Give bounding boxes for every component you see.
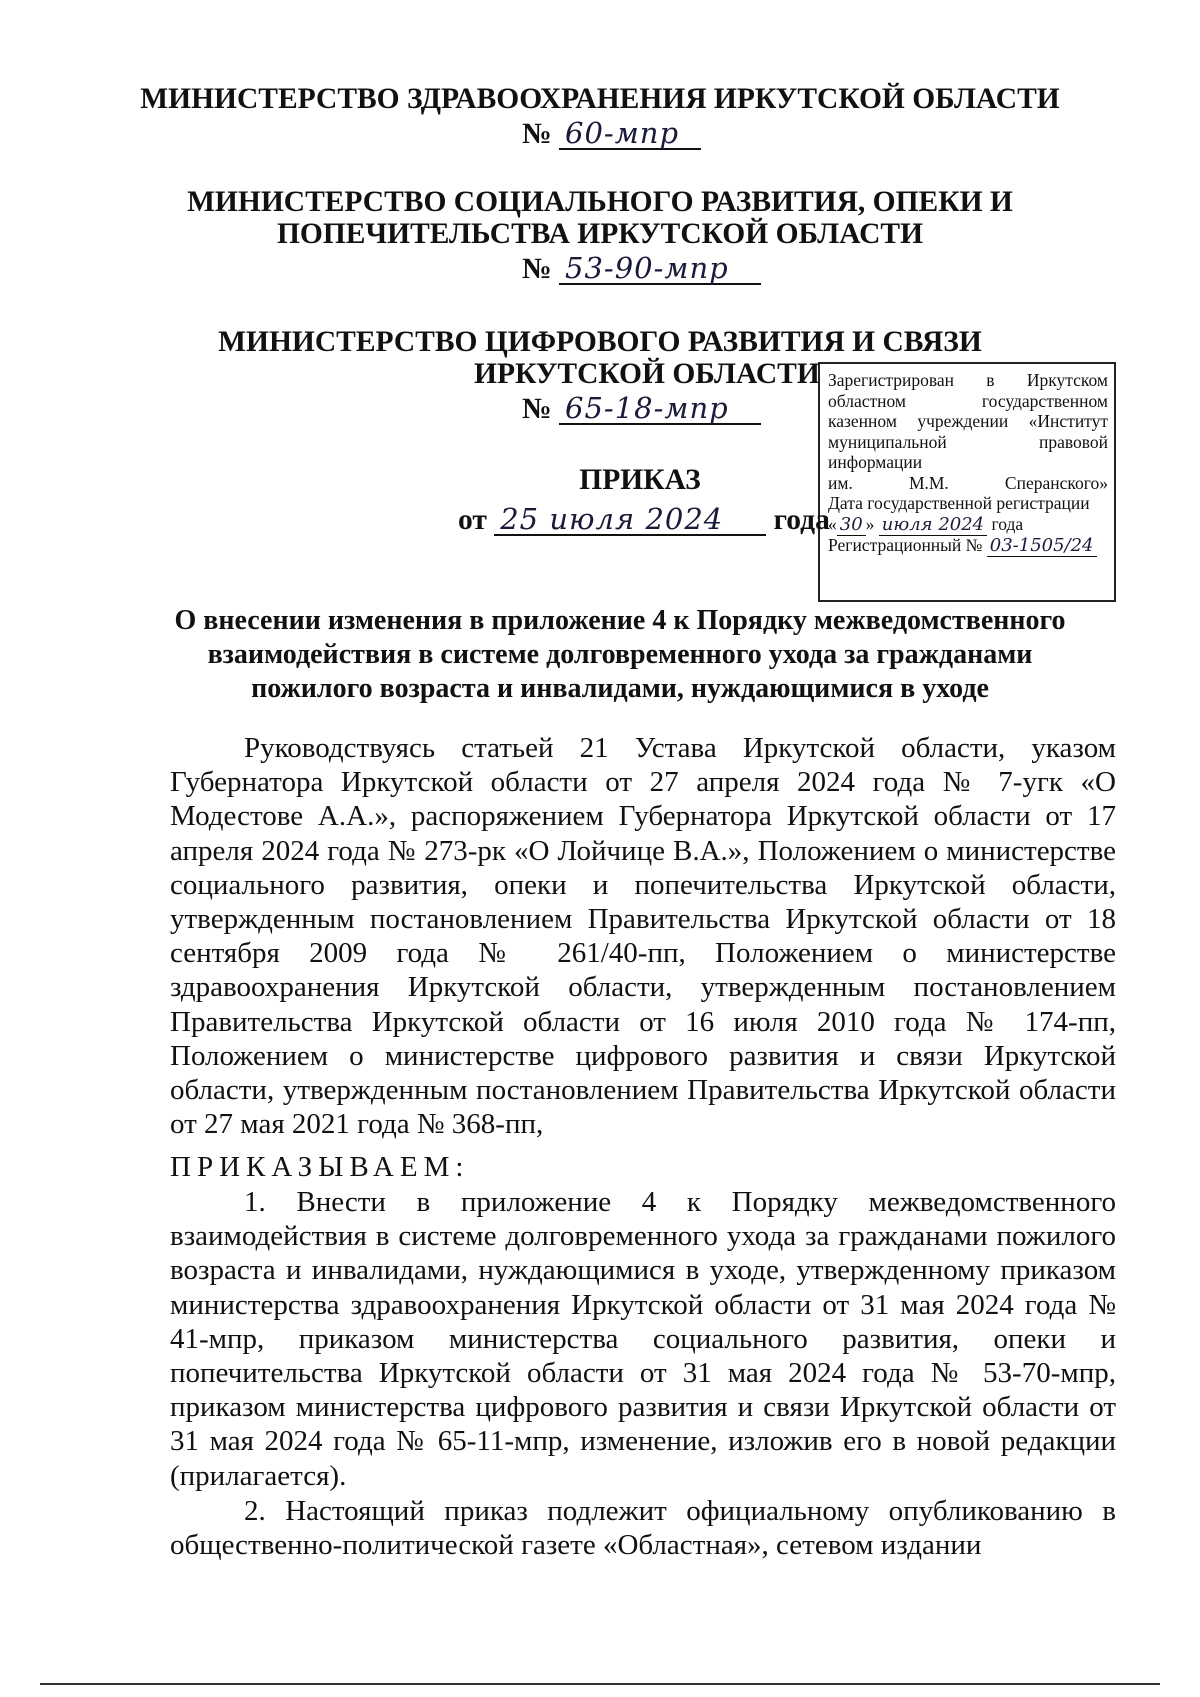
item-2-paragraph: 2. Настоящий приказ подлежит официальному опубликованию в общественно-политической газете «Областная», сетевом издании	[170, 1495, 1116, 1562]
ministry-health-title: МИНИСТЕРСТВО ЗДРАВООХРАНЕНИЯ ИРКУТСКОЙ ОБЛАСТИ	[140, 83, 1060, 115]
number-label: №	[522, 118, 552, 150]
page-bottom-rule	[40, 1683, 1160, 1685]
subject-line: О внесении изменения в приложение 4 к Порядку межведомственного	[174, 605, 1066, 636]
order-date	[458, 503, 830, 537]
order-word: ПРИКАЗЫВАЕМ:	[170, 1151, 470, 1183]
stamp-reg-label: Регистрационный №	[828, 535, 983, 555]
handwritten-date: 25 июля 2024	[494, 504, 766, 536]
date-suffix: года	[773, 504, 830, 536]
stamp-line: Зарегистрирован в Иркутском	[828, 370, 1108, 390]
handwritten-number: 60-мпр	[559, 118, 701, 150]
stamp-date-line	[828, 514, 1108, 536]
stamp-date-day: 30	[837, 514, 866, 536]
quote-close: »	[865, 513, 875, 534]
number-label: №	[522, 393, 552, 425]
ministry-digital-title-line2: ИРКУТСКОЙ ОБЛАСТИ	[474, 358, 820, 390]
subject-line: взаимодействия в системе долговременного ухода за гражданами	[207, 639, 1033, 670]
registration-stamp	[818, 362, 1116, 602]
handwritten-number: 65-18-мпр	[559, 393, 761, 425]
subject-line: пожилого возраста и инвалидами, нуждающимися в уходе	[251, 673, 989, 704]
ministry-social-title-line2: ПОПЕЧИТЕЛЬСТВА ИРКУТСКОЙ ОБЛАСТИ	[276, 218, 924, 250]
stamp-reg-number-line	[828, 535, 1108, 557]
stamp-line: казенном учреждении «Институт	[828, 411, 1108, 431]
stamp-line: информации	[828, 452, 923, 472]
order-heading: ПРИКАЗ	[579, 464, 701, 496]
date-prefix: от	[458, 504, 487, 536]
stamp-line: муниципальной правовой	[828, 431, 1108, 452]
number-label: №	[522, 253, 552, 285]
ministry-digital-number	[522, 392, 761, 426]
handwritten-number: 53-90-мпр	[559, 253, 761, 285]
ministry-social-title-line1: МИНИСТЕРСТВО СОЦИАЛЬНОГО РАЗВИТИЯ, ОПЕКИ И	[187, 186, 1013, 218]
stamp-line: областном государственном	[828, 390, 1108, 411]
ministry-digital-title-line1: МИНИСТЕРСТВО ЦИФРОВОГО РАЗВИТИЯ И СВЯЗИ	[218, 326, 982, 358]
ministry-health-number	[522, 117, 701, 151]
stamp-date-month-year: июля 2024	[879, 514, 987, 536]
order-subject	[150, 604, 1090, 706]
stamp-reg-number: 03-1505/24	[987, 535, 1097, 557]
stamp-date-suffix: года	[991, 513, 1024, 534]
stamp-line: Дата государственной регистрации	[828, 493, 1090, 513]
ministry-social-number	[522, 252, 761, 286]
stamp-line: им. М.М. Сперанского»	[828, 472, 1108, 493]
item-1-paragraph: 1. Внести в приложение 4 к Порядку межведомственного взаимодействия в системе долговременного ухода за гражданами пожилого возраста и инвалидами, нуждающимися в уходе, утвержденному приказом министерства здравоохранения Иркутской области от 31 мая 2024 года № 41-мпр, приказом министерства социального развития, опеки и попечительства Иркутской области от 31 мая 2024 года № 53-70-мпр, приказом министерства цифрового развития и связи Иркутской области от 31 мая 2024 года № 65-11-мпр, изменение, изложив его в новой редакции (прилагается).	[170, 1186, 1116, 1492]
preamble-paragraph: Руководствуясь статьей 21 Устава Иркутской области, указом Губернатора Иркутской области от 27 апреля 2024 года № 7-угк «О Модестове А.А.», распоряжением Губернатора Иркутской области от 17 апреля 2024 года № 273-рк «О Лойчице В.А.», Положением о министерстве социального развития, опеки и попечительства Иркутской области, утвержденным постановлением Правительства Иркутской области от 18 сентября 2009 года № 261/40-пп, Положением о министерстве здравоохранения Иркутской области, утвержденным постановлением Правительства Иркутской области от 16 июля 2010 года № 174-пп, Положением о министерстве цифрового развития и связи Иркутской области, утвержденным постановлением Правительства Иркутской области от 27 мая 2021 года № 368-пп,	[170, 732, 1116, 1141]
quote-open: «	[828, 513, 837, 534]
